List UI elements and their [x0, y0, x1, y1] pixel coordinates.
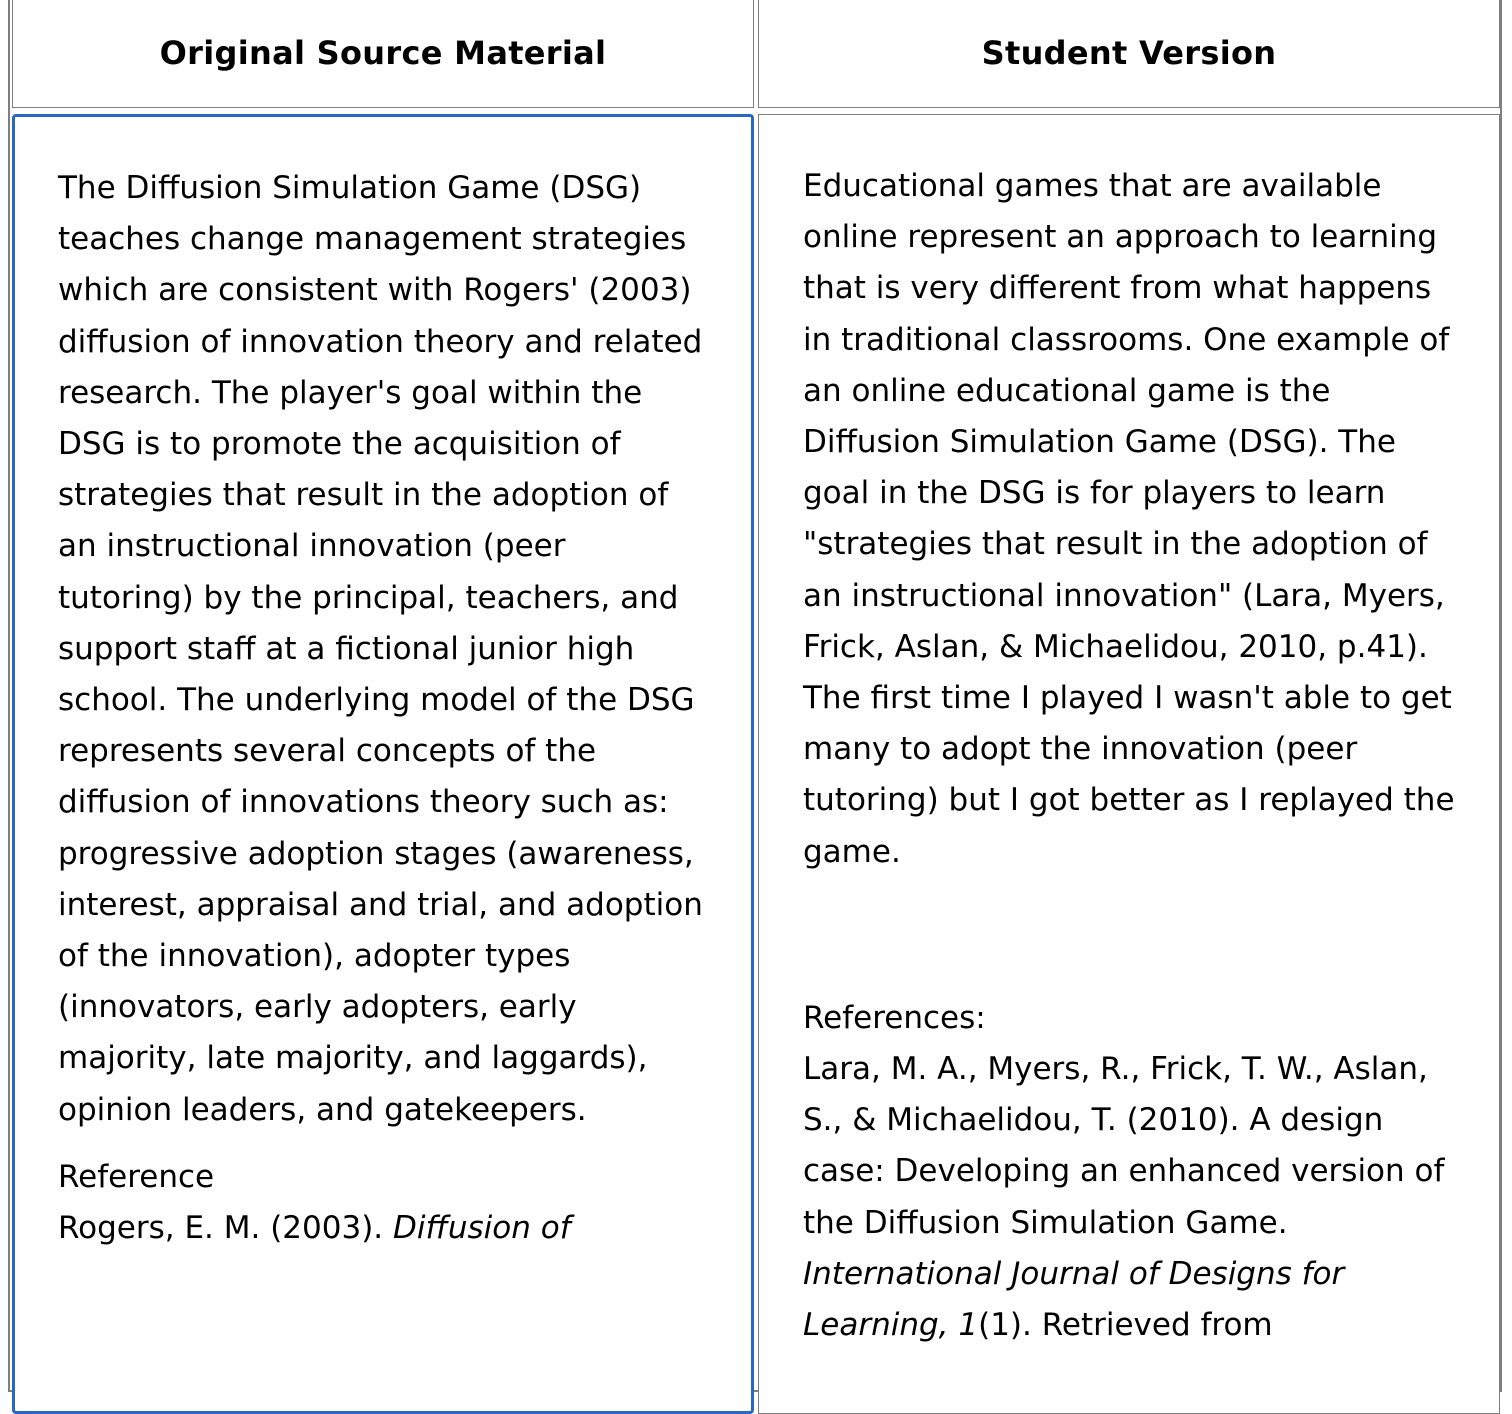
- original-reference-entry: [58, 1203, 709, 1254]
- original-source-cell[interactable]: [12, 114, 754, 1414]
- student-reference-journal: International Journal of Designs for Learning, 1: [803, 1255, 1345, 1344]
- header-original-source-label: Original Source Material: [159, 34, 607, 72]
- original-reference-heading: Reference: [58, 1158, 215, 1195]
- student-reference-authors: Lara, M. A., Myers, R., Frick, T. W., Aslan, S., & Michaelidou, T. (2010). A design case: Developing an enhanced version of the Diffusion Simulation Game.: [803, 1051, 1445, 1241]
- header-original-source: [12, 0, 754, 108]
- student-reference-entry: [803, 1044, 1457, 1351]
- student-version-paragraph: Educational games that are available online represent an approach to learning that is very different from what happens in traditional classrooms. One example of an online educational game is the Diffusion Simulation Game (DSG). The goal in the DSG is for players to learn "strategies that result in the adoption of an instructional innovation" (Lara, Myers, Frick, Aslan, & Michaelidou, 2010, p.41). The first time I played I wasn't able to get many to adopt the innovation (peer tutoring) but I got better as I replayed the game.: [803, 168, 1455, 870]
- original-reference-title: Diffusion of: [393, 1210, 571, 1247]
- header-student-version-label: Student Version: [981, 34, 1277, 72]
- comparison-table: [8, 0, 1502, 1392]
- student-references-heading: References:: [803, 999, 986, 1036]
- original-reference-author: Rogers, E. M. (2003).: [58, 1210, 394, 1247]
- student-version-cell: [758, 114, 1500, 1414]
- original-source-paragraph: The Diffusion Simulation Game (DSG) teaches change management strategies which are consistent with Rogers' (2003) diffusion of innovation theory and related research. The player's goal within the DSG is to promote the acquisition of strategies that result in the adoption of an instructional innovation (peer tutoring) by the principal, teachers, and support staff at a fictional junior high school. The underlying model of the DSG represents several concepts of the diffusion of innovations theory such as: progressive adoption stages (awareness, interest, appraisal and trial, and adoption of the innovation), adopter types (innovators, early adopters, early majority, late majority, and laggards), opinion leaders, and gatekeepers.: [58, 170, 703, 1128]
- header-student-version: [758, 0, 1500, 108]
- student-reference-tail: (1). Retrieved from: [978, 1307, 1273, 1344]
